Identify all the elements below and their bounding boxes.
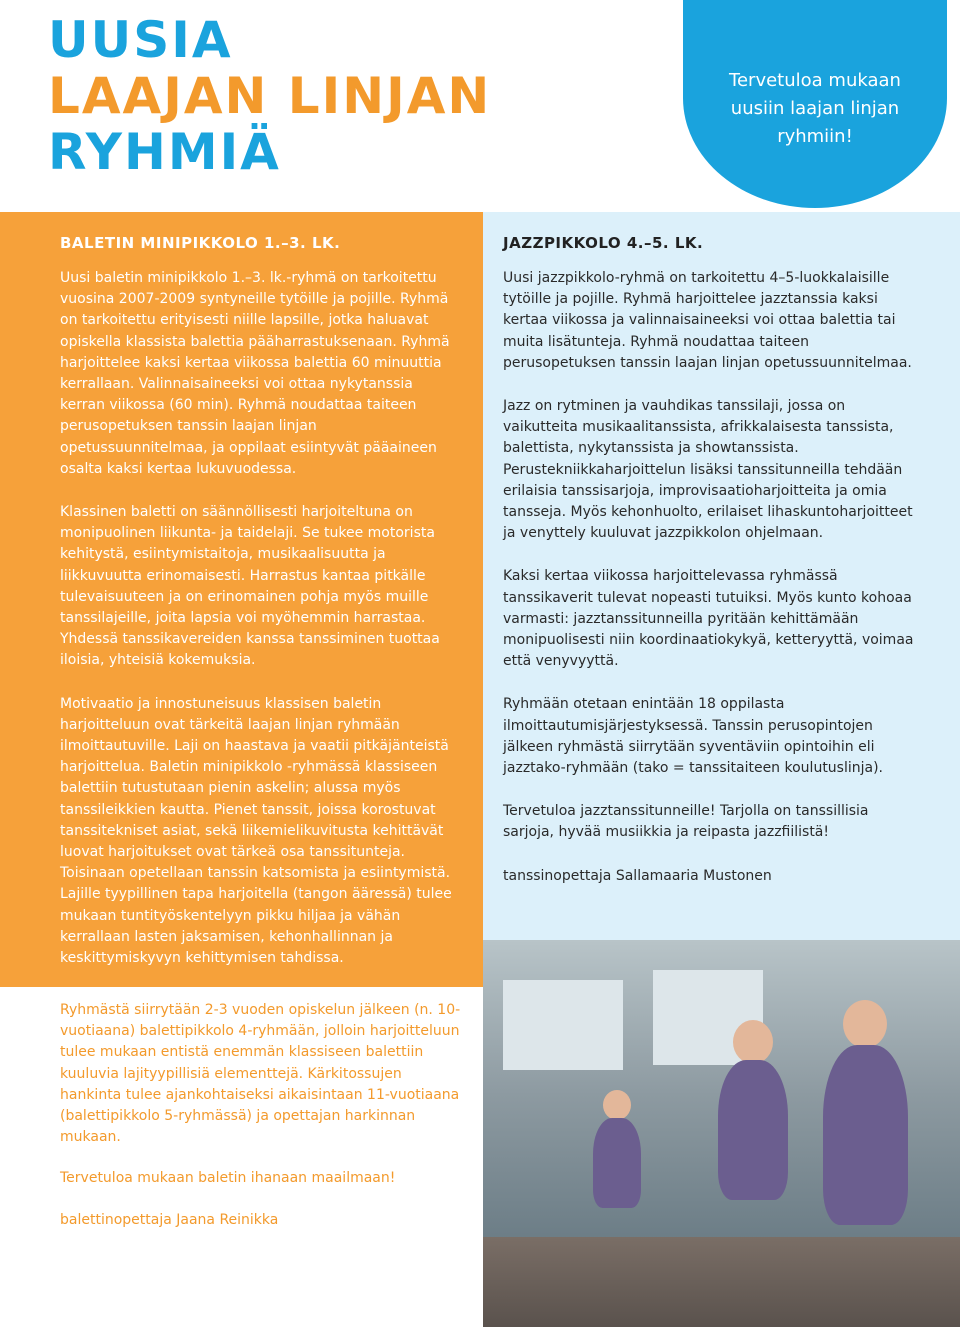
title-line-1: UUSIA — [48, 11, 233, 69]
dancer-body — [823, 1045, 908, 1225]
photo-window — [503, 980, 623, 1070]
ballet-paragraph-5: Tervetuloa mukaan baletin ihanaan maailmaan! — [60, 1170, 396, 1187]
welcome-text: Tervetuloa mukaan uusiin laajan linjan ryhmiin! — [729, 70, 901, 147]
jazz-section — [503, 232, 923, 909]
jazz-teacher-signature: tanssinopettaja Sallamaaria Mustonen — [503, 867, 772, 884]
jazz-paragraph-1: Uusi jazzpikkolo-ryhmä on tarkoitettu 4–5-luokkalaisille tytöille ja pojille. Ryhmä harjoittelee jazztanssia kaksi kertaa viikossa ja valinnaisaineeksi voi ottaa balettia tai muita lisätunteja. Ryhmä noudattaa taiteen perusopetuksen tanssin laajan linjan opetussuunnitelmaa. — [503, 270, 912, 371]
title-line-3: RYHMIÄ — [48, 123, 281, 181]
ballet-teacher-signature: balettinopettaja Jaana Reinikka — [60, 1211, 279, 1228]
jazz-paragraph-2: Jazz on rytminen ja vauhdikas tanssilaji, jossa on vaikutteita musikaalitanssista, afrikkalaisesta tanssista, balettista, nykytanssista ja showtanssista. Perustekniikkaharjoittelun lisäksi tanssitunneilla tehdään erilaisia tanssisarjoja, improvisaatioharjoitteita ja omia tansseja. Myös kehonhuolto, erilaiset lihaskuntoharjoitteet ja venyttely kuuluvat jazzpikkolon ohjelmaan. — [503, 398, 913, 542]
ballet-section-continued — [60, 1000, 462, 1251]
ballet-paragraph-2: Klassinen baletti on säännöllisesti harjoiteltuna on monipuolinen liikunta- ja taidelaji. Se tukee motorista kehitystä, esiintymistaitoja, musikaalisuutta ja liikkuvuutta erinomaisesti. Harrastus kantaa pitkälle tulevaisuuteen ja on erinomainen pohja myös muille tanssilajeille, joita lapsia voi myöhemmin harrastaa. Yhdessä tanssikavereiden kanssa tanssiminen tuottaa iloisia, yhteisiä kokemuksia. — [60, 504, 440, 669]
ballet-paragraph-3: Motivaatio ja innostuneisuus klassisen baletin harjoitteluun ovat tärkeitä laajan linjan ryhmään ilmoittautuville. Laji on haastava ja vaatii pitkäjänteistä harjoittelua. Baletin minipikkolo -ryhmässä klassiseen balettiin tutustutaan pienin askelin; alussa myös tanssileikkien kautta. Pienet tanssit, joissa korostuvat tanssitekniset asiat, sekä liikemielikuvitusta kehittävät luovat harjoitukset ovat tärkeä osa tanssitunteja. Toisinaan opetellaan tanssin katsomista ja esiintymistä. Lajille tyypillinen tapa harjoitella (tangon ääressä) tulee mukaan tuntityöskentelyyn pikku hiljaa ja vähän kerrallaan lasten jaksamisen, kehonhallinnan ja keskittymiskyvyn kehittymisen tahdissa. — [60, 695, 452, 967]
dancer-head — [843, 1000, 887, 1048]
dancer-head — [733, 1020, 773, 1064]
jazz-paragraph-4: Ryhmään otetaan enintään 18 oppilasta ilmoittautumisjärjestyksessä. Tanssin perusopintojen jälkeen ryhmästä siirrytään syventäviin opintoihin eli jazztako-ryhmään (tako = tanssitaiteen koulutuslinja). — [503, 696, 884, 777]
dancer-head — [603, 1090, 631, 1120]
dance-class-photo — [483, 940, 960, 1327]
photo-floor — [483, 1237, 960, 1327]
jazz-paragraph-5: Tervetuloa jazztanssitunneille! Tarjolla on tanssillisia sarjoja, hyvää musiikkia ja reipasta jazzfiilistä! — [503, 803, 869, 841]
ballet-paragraph-4: Ryhmästä siirrytään 2-3 vuoden opiskelun jälkeen (n. 10-vuotiaana) balettipikkolo 4-ryhmään, jolloin harjoitteluun tulee mukaan entistä enemmän klassiseen balettiin kuuluvia lajityypillisiä elementtejä. Kärkitossujen hankinta tulee ajankohtaiseksi aikaisintaan 11-vuotiaana (balettipikkolo 5-ryhmässä) ja opettajan harkinnan mukaan. — [60, 1002, 461, 1146]
ballet-section-title: BALETIN MINIPIKKOLO 1.–3. LK. — [60, 234, 341, 252]
title-line-2: LAAJAN LINJAN — [48, 67, 492, 125]
dancer-body — [718, 1060, 788, 1200]
page-title — [48, 12, 491, 180]
jazz-section-title: JAZZPIKKOLO 4.–5. LK. — [503, 234, 704, 252]
welcome-bubble — [683, 0, 947, 208]
dancer-body — [593, 1118, 641, 1208]
ballet-section — [60, 232, 462, 991]
jazz-paragraph-3: Kaksi kertaa viikossa harjoittelevassa ryhmässä tanssikaverit tulevat nopeasti tutuiksi. Myös kunto kohoaa varmasti: jazztanssitunneilla pyritään kehittämään monipuolisesti niin koordinaatiokykyä, ketteryyttä, voimaa että venyvyyttä. — [503, 568, 914, 670]
ballet-paragraph-1: Uusi baletin minipikkolo 1.–3. lk.-ryhmä on tarkoitettu vuosina 2007-2009 syntyneille tytöille ja pojille. Ryhmä on tarkoitettu erityisesti niille lapsille, jotka haluavat opiskella klassista balettia pääharrastuksenaan. Ryhmä harjoittelee kaksi kertaa viikossa balettia 60 minuuttia kerrallaan. Valinnaisaineeksi voi ottaa nykytanssia kerran viikossa (60 min). Ryhmä noudattaa taiteen perusopetuksen tanssin laajan linjan opetussuunnitelmaa, ja oppilaat esiintyvät pääaineen osalta kaksi kertaa lukuvuodessa. — [60, 270, 450, 477]
